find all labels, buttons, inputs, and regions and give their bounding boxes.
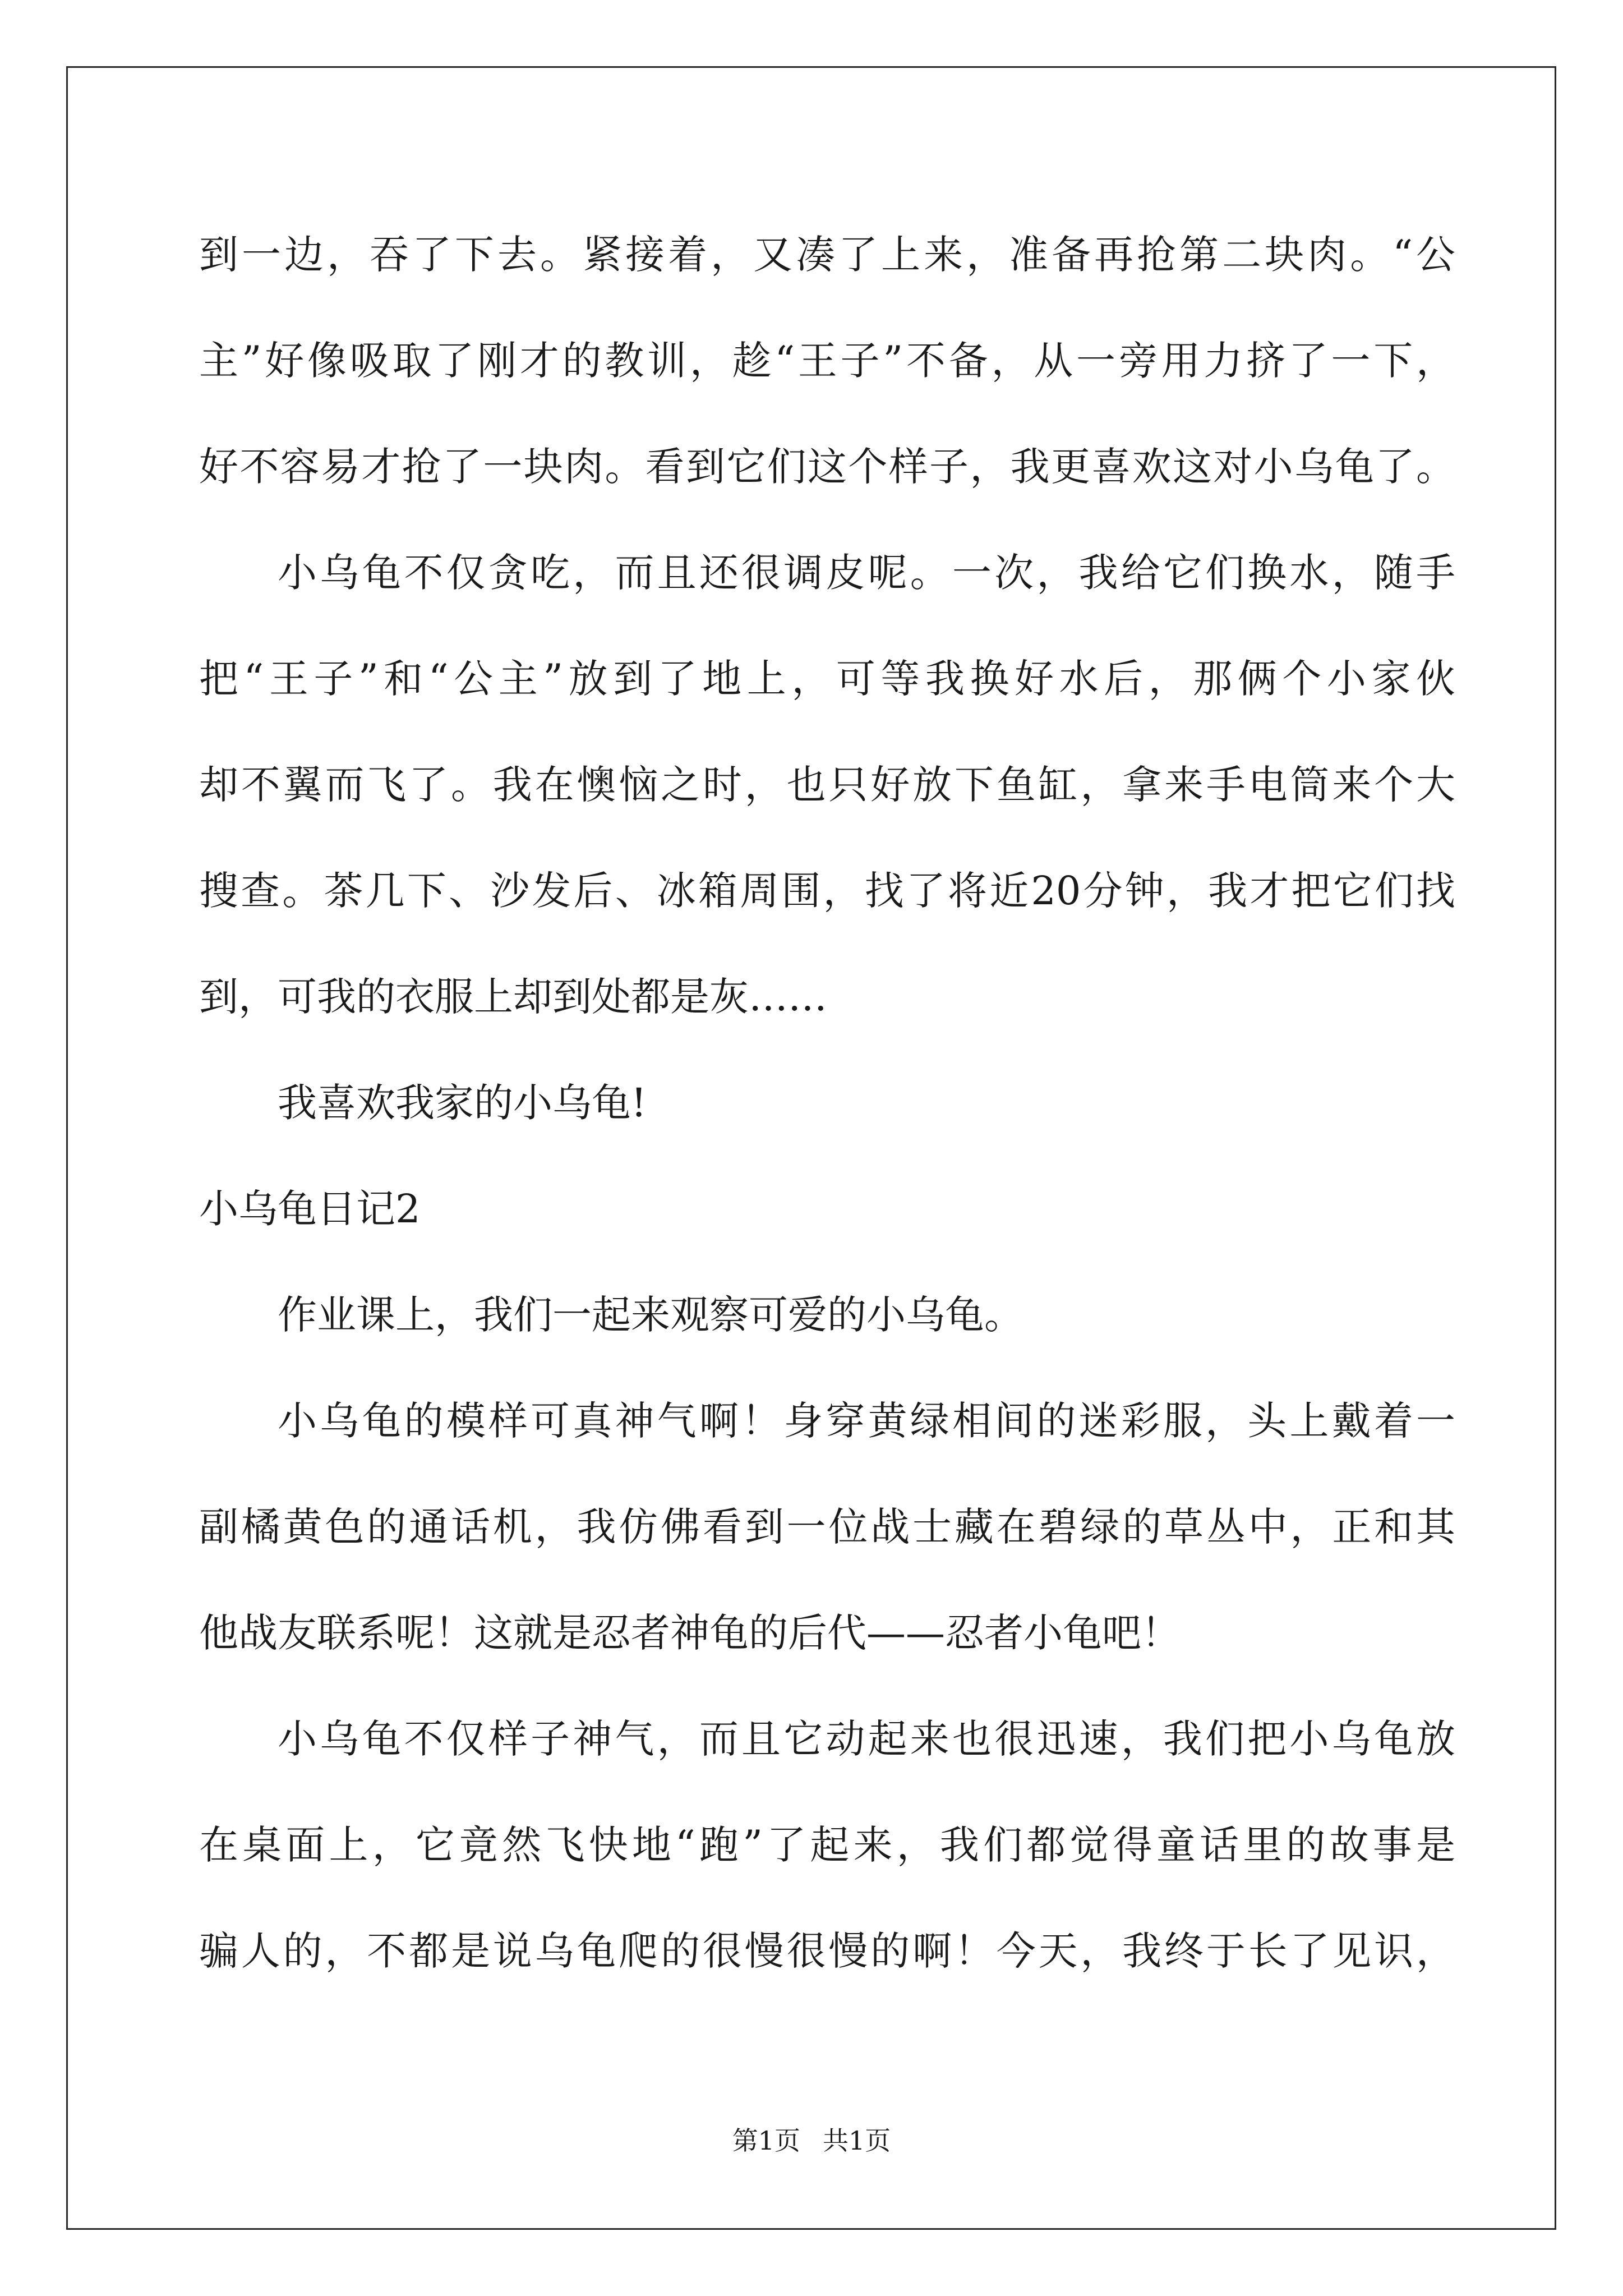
text-line: 骗人的，不都是说乌龟爬的很慢很慢的啊！今天，我终于长了见识， [199, 1928, 1455, 1974]
text-line: 到一边，吞了下去。紧接着，又凑了上来，准备再抢第二块肉。“公 [199, 232, 1455, 278]
text-line: 他战友联系呢！这就是忍者神龟的后代——忍者小龟吧！ [199, 1610, 1181, 1656]
text-line: 副橘黄色的通话机，我仿佛看到一位战士藏在碧绿的草丛中，正和其 [199, 1504, 1455, 1550]
text-line: 我喜欢我家的小乌龟! [278, 1080, 647, 1126]
text-line: 到，可我的衣服上却到处都是灰…… [199, 974, 827, 1020]
text-line: 主”好像吸取了刚才的教训，趁“王子”不备，从一旁用力挤了一下， [199, 338, 1455, 384]
page-count: 共1页 [823, 2125, 891, 2156]
page-number: 第1页 [732, 2125, 800, 2156]
document-body [199, 202, 1455, 2004]
text-line: 在桌面上，它竟然飞快地“跑”了起来，我们都觉得童话里的故事是 [199, 1822, 1455, 1868]
text-line: 小乌龟不仅样子神气，而且它动起来也很迅速，我们把小乌龟放 [278, 1716, 1455, 1762]
text-line: 好不容易才抢了一块肉。看到它们这个样子，我更喜欢这对小乌龟了。 [199, 444, 1455, 490]
section-title: 小乌龟日记2 [199, 1186, 421, 1232]
text-line: 把“王子”和“公主”放到了地上，可等我换好水后，那俩个小家伙 [199, 656, 1455, 702]
text-line: 小乌龟不仅贪吃，而且还很调皮呢。一次，我给它们换水，随手 [278, 550, 1455, 596]
text-line: 小乌龟的模样可真神气啊！身穿黄绿相间的迷彩服，头上戴着一 [278, 1398, 1455, 1444]
text-line: 却不翼而飞了。我在懊恼之时，也只好放下鱼缸，拿来手电筒来个大 [199, 762, 1455, 808]
text-line: 搜查。茶几下、沙发后、冰箱周围，找了将近20分钟，我才把它们找 [199, 868, 1455, 914]
text-line: 作业课上，我们一起来观察可爱的小乌龟。 [278, 1292, 1023, 1338]
page-footer [0, 2124, 1623, 2157]
